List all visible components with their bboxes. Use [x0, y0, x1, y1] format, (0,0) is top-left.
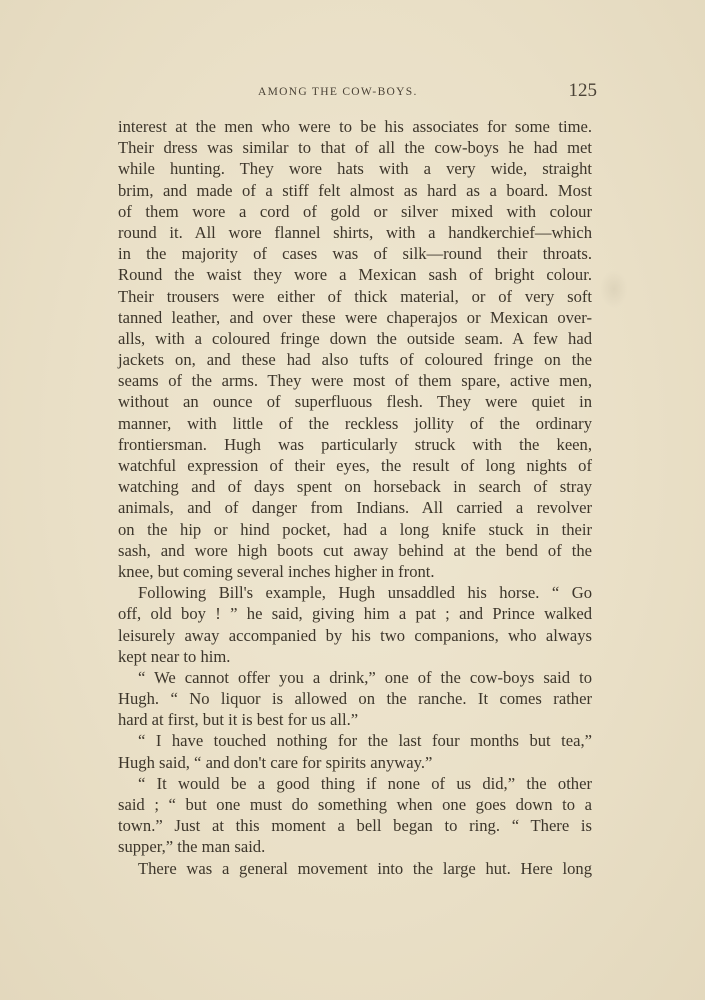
text-line: town.” Just at this moment a bell began to ring. “ There is: [118, 816, 592, 836]
text-line: interest at the men who were to be his associates for some time.: [118, 117, 592, 136]
text-line: “ We cannot offer you a drink,” one of the cow-boys said to: [138, 667, 592, 687]
body-text: [118, 116, 592, 879]
text-line: seams of the arms. They were most of them spare, active men,: [118, 371, 592, 391]
text-line: without an ounce of superfluous flesh. They were quiet in: [118, 392, 592, 412]
text-line: hard at first, but it is best for us all.”: [118, 710, 359, 730]
text-line: in the majority of cases was of silk—round their throats.: [118, 244, 592, 264]
text-line: supper,” the man said.: [118, 837, 266, 857]
text-line: watchful expression of their eyes, the result of long nights of: [118, 456, 592, 475]
text-line: Their dress was similar to that of all the cow-boys he had met: [118, 138, 592, 158]
running-title: AMONG THE COW-BOYS.: [258, 86, 418, 98]
text-line: sash, and wore high boots cut away behind at the bend of the: [118, 540, 592, 560]
text-line: leisurely away accompanied by his two companions, who always: [118, 625, 592, 645]
text-line: of them wore a cord of gold or silver mixed with colour: [118, 201, 592, 221]
text-line: Round the waist they wore a Mexican sash of bright colour.: [118, 265, 592, 285]
text-line: tanned leather, and over these were chaperajos or Mexican over-: [118, 307, 592, 327]
page-number: 125: [568, 80, 597, 101]
running-head: [0, 80, 705, 106]
text-line: knee, but coming several inches higher in front.: [118, 561, 435, 581]
text-line: Following Bill's example, Hugh unsaddled his horse. “ Go: [138, 583, 592, 603]
text-line: frontiersman. Hugh was particularly struck with the keen,: [118, 434, 592, 454]
text-line: off, old boy ! ” he said, giving him a pat ; and Prince walked: [118, 604, 592, 624]
text-line: jackets on, and these had also tufts of coloured fringe on the: [118, 350, 592, 370]
text-line: while hunting. They wore hats with a very wide, straight: [118, 159, 592, 179]
text-line: Hugh said, “ and don't care for spirits anyway.”: [118, 752, 433, 772]
text-line: alls, with a coloured fringe down the outside seam. A few had: [118, 328, 592, 348]
text-line: watching and of days spent on horseback in search of stray: [118, 477, 592, 497]
text-line: round it. All wore flannel shirts, with a handkerchief—which: [118, 222, 592, 242]
text-line: said ; “ but one must do something when one goes down to a: [118, 795, 592, 814]
text-line: kept near to him.: [118, 646, 231, 666]
text-line: There was a general movement into the large hut. Here long: [138, 858, 592, 878]
text-line: on the hip or hind pocket, had a long knife stuck in their: [118, 519, 592, 539]
text-line: “ I have touched nothing for the last four months but tea,”: [138, 731, 592, 751]
text-line: Hugh. “ No liquor is allowed on the ranche. It comes rather: [118, 689, 592, 709]
text-line: manner, with little of the reckless jollity of the ordinary: [118, 413, 592, 433]
text-line: animals, and of danger from Indians. All carried a revolver: [118, 498, 592, 518]
text-line: Their trousers were either of thick material, or of very soft: [118, 286, 592, 306]
text-line: “ It would be a good thing if none of us did,” the other: [138, 773, 592, 793]
page-smudge: [600, 270, 628, 308]
text-line: brim, and made of a stiff felt almost as hard as a board. Most: [118, 180, 592, 200]
